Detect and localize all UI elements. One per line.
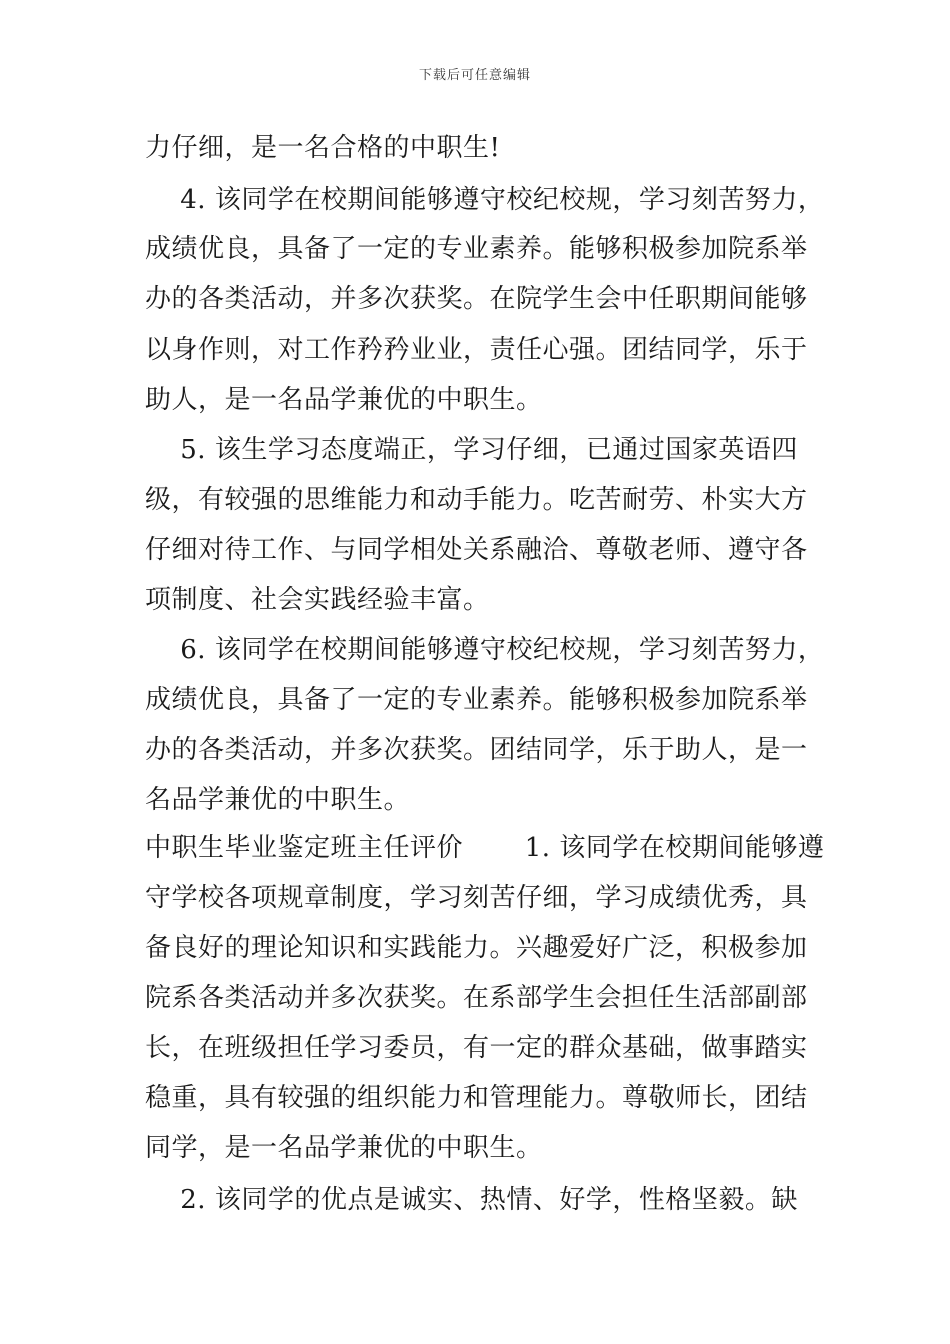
text-line: 4. 该同学在校期间能够遵守校纪校规，学习刻苦努力，: [145, 185, 825, 215]
text-line: 备良好的理论知识和实践能力。兴趣爱好广泛，积极参加: [145, 933, 808, 963]
text-line: 成绩优良，具备了一定的专业素养。能够积极参加院系举: [145, 685, 808, 715]
text-line: 守学校各项规章制度，学习刻苦仔细，学习成绩优秀，具: [145, 883, 808, 913]
text-line: 2. 该同学的优点是诚实、热情、好学，性格坚毅。缺: [145, 1185, 798, 1215]
text-line: 6. 该同学在校期间能够遵守校纪校规，学习刻苦努力，: [145, 635, 825, 665]
text-line: 项制度、社会实践经验丰富。: [145, 585, 490, 615]
section-heading-line: 中职生毕业鉴定班主任评价 1. 该同学在校期间能够遵: [145, 833, 825, 863]
page-header: 下载后可任意编辑: [418, 68, 531, 83]
text-line: 稳重，具有较强的组织能力和管理能力。尊敬师长，团结: [145, 1083, 808, 1113]
text-line: 同学，是一名品学兼优的中职生。: [145, 1133, 543, 1163]
text-line: 办的各类活动，并多次获奖。团结同学，乐于助人，是一: [145, 735, 808, 765]
text-line: 以身作则，对工作矜矜业业，责任心强。团结同学，乐于: [145, 335, 808, 365]
text-line: 助人，是一名品学兼优的中职生。: [145, 385, 543, 415]
text-line: 办的各类活动，并多次获奖。在院学生会中任职期间能够: [145, 284, 808, 314]
text-line: 长，在班级担任学习委员，有一定的群众基础，做事踏实: [145, 1033, 808, 1063]
text-line: 级，有较强的思维能力和动手能力。吃苦耐劳、朴实大方: [145, 485, 808, 515]
text-line: 仔细对待工作、与同学相处关系融洽、尊敬老师、遵守各: [145, 535, 808, 565]
text-line: 院系各类活动并多次获奖。在系部学生会担任生活部副部: [145, 983, 808, 1013]
text-line: 名品学兼优的中职生。: [145, 785, 411, 815]
text-line: 5. 该生学习态度端正，学习仔细，已通过国家英语四: [145, 435, 798, 465]
text-line: 力仔细，是一名合格的中职生!: [145, 133, 501, 163]
text-line: 成绩优良，具备了一定的专业素养。能够积极参加院系举: [145, 234, 808, 264]
